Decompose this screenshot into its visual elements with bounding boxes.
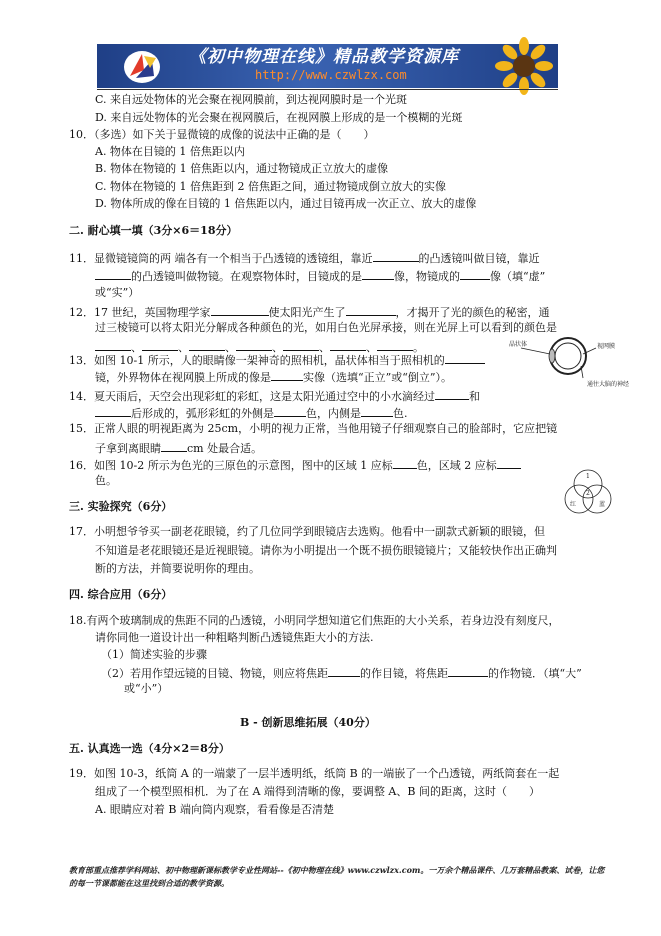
q17-line1: 17．小明想爷爷买一副老花眼镜，约了几位同学到眼镜店去选购。他看中一副款式新颖的眼镜，但 [69,525,545,538]
separator: 、 [178,341,189,354]
q13-line1 [69,352,485,368]
answer-blank[interactable] [283,339,319,351]
q11-text: 11．显微镜镜筒的两 端各有一个相当于凸透镜的透镜组，靠近 [69,252,373,265]
q11-text: 的凸透镜叫做物镜。在观察物体时，目镜成的是 [131,270,362,283]
q10-option-d: D. 物体所成的像在目镜的 1 倍焦距以内，通过目镜再成一次正立、放大的虚像 [95,197,477,210]
q16-text: 色，区域 2 应标 [416,459,497,472]
q19-option-a: A. 眼睛应对着 B 端向筒内观察，看看像是否清楚 [95,803,335,816]
sunflower-icon [496,38,552,94]
answer-blank[interactable] [95,268,131,280]
red-label: 红 [570,501,577,508]
q14-line2 [95,405,408,421]
separator: 、 [131,341,142,354]
q19-line1: 19．如图 10-3，纸筒 A 的一端蒙了一层半透明纸，纸筒 B 的一端嵌了一个凸透镜，两纸筒套在一起 [69,767,560,780]
label-nerve: 通往大脑的神经 [587,381,630,388]
q18-line4 [101,665,582,681]
q14-text: 后形成的，弧形彩虹的外侧是 [131,407,274,420]
q11-text: 像，物镜成的 [394,270,460,283]
q11-text: 的凸透镜叫做目镜，靠近 [418,252,540,265]
q12-text: 12．17 世纪，英国物理学家 [69,306,211,319]
answer-blank[interactable] [211,304,269,316]
q11-line1 [69,250,540,266]
q11-text: 像（填“虚” [490,270,546,283]
blue-label: 蓝 [599,501,606,508]
answer-blank[interactable] [448,665,488,677]
answer-blank[interactable] [330,339,366,351]
q16-text: 16．如图 10-2 所示为色光的三原色的示意图，图中的区域 1 应标 [69,459,393,472]
q13-text: 13．如图 10-1 所示，人的眼睛像一架神奇的照相机，晶状体相当于照相机的 [69,354,445,367]
q12-text: ，才揭开了光的颜色的秘密，通 [395,306,550,319]
answer-blank[interactable] [497,457,521,469]
q18-text: （2）若用作望远镜的目镜、物镜，则应将焦距 [101,667,328,680]
q19-line2: 组成了一个模型照相机．为了在 A 端得到清晰的像，要调整 A、B 间的距离，这时（ ） [95,785,540,798]
q9-option-d: D. 来自远处物体的光会聚在视网膜后，在视网膜上形成的是一个模糊的光斑 [95,111,463,124]
q9-option-c: C. 来自远处物体的光会聚在视网膜前，到达视网膜时是一个光斑 [95,93,408,106]
answer-blank[interactable] [142,339,178,351]
header-banner [97,44,558,88]
answer-blank[interactable] [435,388,469,400]
separator: 、 [366,341,377,354]
q15-line2 [95,440,262,456]
separator: 。 [413,341,424,354]
q16-line2: 色。 [95,474,117,487]
region-2-label: 2 [586,490,590,497]
q18-line1: 18.有两个玻璃制成的焦距不同的凸透镜，小明同学想知道它们焦距的大小关系，若身边没有刻度尺， [69,614,560,627]
separator: 、 [225,341,236,354]
q13-text: 实像（选填“正立”或“倒立”）。 [303,371,452,384]
q12-line1 [69,304,550,320]
answer-blank[interactable] [377,339,413,351]
eye-diagram [509,334,643,392]
site-logo-icon [122,48,162,86]
q10-option-c: C. 物体在物镜的 1 倍焦距到 2 倍焦距之间，通过物镜成倒立放大的实像 [95,180,446,193]
answer-blank[interactable] [236,339,272,351]
q18-line5: 或“小”） [124,682,169,695]
q18-line3: （1）简述实验的步骤 [101,648,207,661]
answer-blank[interactable] [274,405,306,417]
answer-blank[interactable] [95,405,131,417]
q15-line1: 15．正常人眼的明视距离为 25cm，小明的视力正常，当他用镜子仔细观察自己的脸部时，它应把镜 [69,422,558,435]
separator: 、 [319,341,330,354]
q11-line2 [95,268,545,284]
q13-text: 镜，外界物体在视网膜上所成的像是 [95,371,271,384]
part-b-title: B - 创新思维拓展（40分） [240,716,376,729]
q18-text: 的作物镜．（填“大” [488,667,582,680]
q10-option-b: B. 物体在物镜的 1 倍焦距以内，通过物镜成正立放大的虚像 [95,162,389,175]
answer-blank[interactable] [361,405,393,417]
q15-text: 子拿到离眼睛 [95,442,161,455]
label-lens: 晶状体 [509,341,528,348]
q12-line2: 过三棱镜可以将太阳光分解成各种颜色的光，如用白色光屏承接，则在光屏上可以看到的颜色是 [95,321,557,334]
separator: 、 [272,341,283,354]
answer-blank[interactable] [328,665,360,677]
section-2-title: 二. 耐心填一填（3分×6＝18分） [69,224,238,237]
section-4-title: 四. 综合应用（6分） [69,588,173,601]
q13-line2 [95,369,452,385]
q10-option-a: A. 物体在目镜的 1 倍焦距以内 [95,145,245,158]
answer-blank[interactable] [460,268,490,280]
q14-text: 色，内侧是 [306,407,361,420]
primary-colors-venn [558,464,618,524]
q16-line1 [69,457,521,473]
q14-text: 色. [393,407,408,420]
answer-blank[interactable] [393,457,417,469]
q11-line3: 或“实”） [95,286,140,299]
banner-title: 《初中物理在线》精品教学资源库 [189,47,459,67]
answer-blank[interactable] [346,304,396,316]
q14-text: 14．夏天雨后，天空会出现彩虹的彩虹，这是太阳光通过空中的小水滴经过 [69,390,435,403]
q14-text: 和 [469,390,480,403]
page-footer: 教育部重点推荐学科网站、初中物理新课标教学专业性网站--《初中物理在线》www.czwlzx.com。一万余个精品课件、几万套精品教案、试卷，让您的每一节课都能在这里找到合适的教学资源。 [69,865,605,888]
section-3-title: 三. 实验探究（6分） [69,500,173,513]
q18-line2: 请你同他一道设计出一种粗略判断凸透镜焦距大小的方法. [95,631,374,644]
q17-line3: 断的方法，并简要说明你的理由。 [95,562,260,575]
answer-blank[interactable] [95,339,131,351]
header-rule [97,89,558,90]
label-retina: 视网膜 [597,343,616,350]
banner-url[interactable]: http://www.czwlzx.com [255,68,407,82]
section-5-title: 五. 认真选一选（4分×2＝8分） [69,742,230,755]
q12-text: 使太阳光产生了 [268,306,346,319]
answer-blank[interactable] [445,352,485,364]
answer-blank[interactable] [362,268,394,280]
q15-text: cm 处最合适。 [187,442,263,455]
answer-blank[interactable] [271,369,303,381]
q10-stem: 10．（多选）如下关于显微镜的成像的说法中正确的是（ ） [69,128,375,141]
q14-line1 [69,388,480,404]
q17-line2: 不知道是老花眼镜还是近视眼镜。请你为小明提出一个既不损伤眼镜镜片；又能较快作出正确判 [95,544,557,557]
answer-blank[interactable] [373,250,419,262]
answer-blank[interactable] [189,339,225,351]
q18-text: 的作目镜，将焦距 [360,667,448,680]
answer-blank[interactable] [161,440,187,452]
region-1-label: 1 [586,473,590,480]
